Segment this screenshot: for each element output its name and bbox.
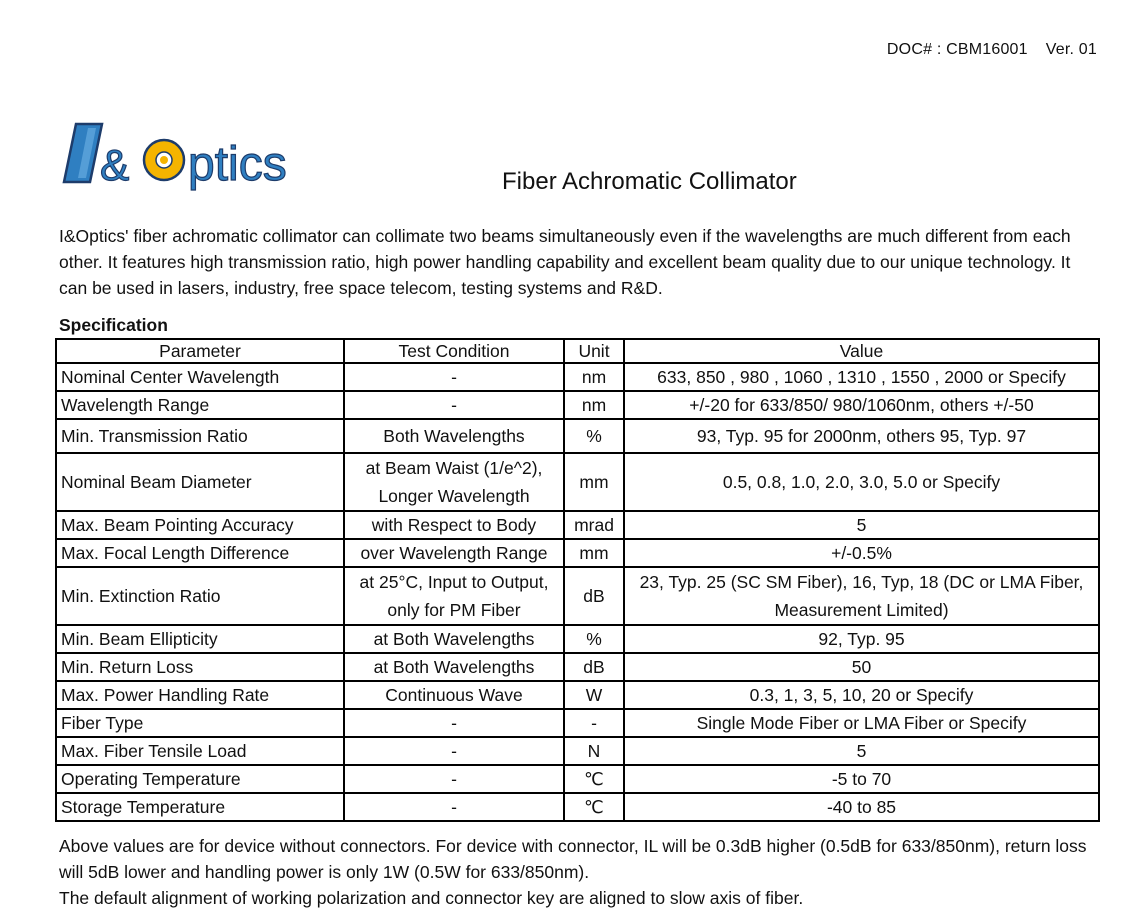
company-logo	[62, 118, 322, 200]
table-row	[56, 737, 1099, 765]
table-row	[56, 539, 1099, 567]
cell-unit: nm	[564, 363, 624, 391]
cell-unit: dB	[564, 653, 624, 681]
cell-value: 633, 850 , 980 , 1060 , 1310 , 1550 , 2000 or Specify	[624, 363, 1099, 391]
doc-id: DOC# : CBM16001	[886, 41, 1028, 58]
table-row	[56, 391, 1099, 419]
spec-table	[55, 338, 1100, 822]
spec-heading: Specification	[59, 315, 168, 335]
cell-unit: mrad	[564, 511, 624, 539]
cell-unit: nm	[564, 391, 624, 419]
cell-parameter: Storage Temperature	[56, 793, 344, 821]
cell-unit: %	[564, 419, 624, 453]
cell-condition: over Wavelength Range	[344, 539, 564, 567]
table-row	[56, 793, 1099, 821]
cell-condition: Both Wavelengths	[344, 419, 564, 453]
doc-version: Ver. 01	[1045, 41, 1097, 58]
cell-value: 92, Typ. 95	[624, 625, 1099, 653]
cell-condition: at Both Wavelengths	[344, 653, 564, 681]
cell-unit: dB	[564, 567, 624, 625]
column-header-condition: Test Condition	[344, 339, 564, 363]
cell-unit: N	[564, 737, 624, 765]
cell-parameter: Max. Beam Pointing Accuracy	[56, 511, 344, 539]
cell-value: 93, Typ. 95 for 2000nm, others 95, Typ. 97	[624, 419, 1099, 453]
cell-unit: W	[564, 681, 624, 709]
cell-condition: -	[344, 765, 564, 793]
table-row	[56, 453, 1099, 511]
column-header-parameter: Parameter	[56, 339, 344, 363]
cell-unit: ℃	[564, 793, 624, 821]
cell-unit: -	[564, 709, 624, 737]
cell-condition: -	[344, 709, 564, 737]
table-row	[56, 765, 1099, 793]
note-connector: Above values are for device without connectors. For device with connector, IL will be 0.3dB higher (0.5dB for 633/850nm), return loss will 5dB lower and handling power is only 1W (0.5W for 633/850nm).	[59, 836, 1087, 882]
cell-parameter: Max. Power Handling Rate	[56, 681, 344, 709]
cell-condition: at Both Wavelengths	[344, 625, 564, 653]
cell-value: 0.5, 0.8, 1.0, 2.0, 3.0, 5.0 or Specify	[624, 453, 1099, 511]
cell-condition: at Beam Waist (1/e^2), Longer Wavelength	[344, 453, 564, 511]
notes-section	[59, 833, 1109, 911]
table-row	[56, 363, 1099, 391]
table-row	[56, 709, 1099, 737]
cell-condition: -	[344, 391, 564, 419]
cell-parameter: Max. Focal Length Difference	[56, 539, 344, 567]
cell-condition: -	[344, 793, 564, 821]
note-polarization: The default alignment of working polarization and connector key are aligned to slow axis of fiber.	[59, 888, 804, 908]
svg-text:&: &	[100, 141, 130, 190]
cell-condition: -	[344, 363, 564, 391]
cell-parameter: Min. Return Loss	[56, 653, 344, 681]
document-number	[887, 41, 1097, 59]
intro-paragraph: I&Optics' fiber achromatic collimator can collimate two beams simultaneously even if the wavelengths are much different from each other. It features high transmission ratio, high power handling capability and excellent beam quality due to our unique technology. It can be used in lasers, industry, free space telecom, testing systems and R&D.	[59, 226, 1071, 298]
cell-value: 23, Typ. 25 (SC SM Fiber), 16, Typ, 18 (DC or LMA Fiber, Measurement Limited)	[624, 567, 1099, 625]
cell-unit: %	[564, 625, 624, 653]
table-row	[56, 567, 1099, 625]
cell-parameter: Nominal Center Wavelength	[56, 363, 344, 391]
table-row	[56, 681, 1099, 709]
cell-parameter: Min. Beam Ellipticity	[56, 625, 344, 653]
cell-condition: Continuous Wave	[344, 681, 564, 709]
table-row	[56, 419, 1099, 453]
cell-value: +/-0.5%	[624, 539, 1099, 567]
cell-value: 5	[624, 737, 1099, 765]
svg-text:ptics: ptics	[188, 138, 287, 191]
cell-value: 0.3, 1, 3, 5, 10, 20 or Specify	[624, 681, 1099, 709]
cell-parameter: Min. Extinction Ratio	[56, 567, 344, 625]
cell-parameter: Nominal Beam Diameter	[56, 453, 344, 511]
cell-value: 5	[624, 511, 1099, 539]
cell-condition: -	[344, 737, 564, 765]
cell-value: 50	[624, 653, 1099, 681]
table-header-row	[56, 339, 1099, 363]
cell-parameter: Min. Transmission Ratio	[56, 419, 344, 453]
cell-unit: mm	[564, 539, 624, 567]
cell-value: -40 to 85	[624, 793, 1099, 821]
cell-value: +/-20 for 633/850/ 980/1060nm, others +/-50	[624, 391, 1099, 419]
cell-parameter: Max. Fiber Tensile Load	[56, 737, 344, 765]
cell-condition: with Respect to Body	[344, 511, 564, 539]
cell-value: Single Mode Fiber or LMA Fiber or Specify	[624, 709, 1099, 737]
cell-unit: mm	[564, 453, 624, 511]
table-row	[56, 625, 1099, 653]
cell-condition: at 25°C, Input to Output, only for PM Fiber	[344, 567, 564, 625]
column-header-value: Value	[624, 339, 1099, 363]
cell-parameter: Operating Temperature	[56, 765, 344, 793]
table-row	[56, 653, 1099, 681]
cell-parameter: Wavelength Range	[56, 391, 344, 419]
cell-value: -5 to 70	[624, 765, 1099, 793]
table-row	[56, 511, 1099, 539]
cell-unit: ℃	[564, 765, 624, 793]
column-header-unit: Unit	[564, 339, 624, 363]
cell-parameter: Fiber Type	[56, 709, 344, 737]
page-title: Fiber Achromatic Collimator	[502, 168, 797, 195]
